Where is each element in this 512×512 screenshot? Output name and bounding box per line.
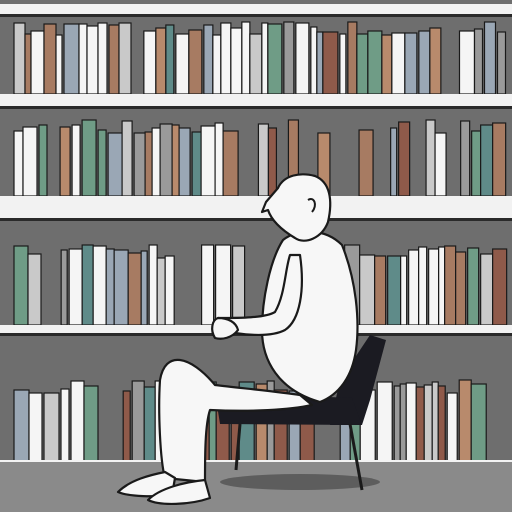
- book-spine-icon: [201, 126, 215, 196]
- book-spine-icon: [359, 130, 373, 196]
- book-spine-icon: [493, 123, 506, 196]
- book-spine-icon: [157, 258, 165, 325]
- book-spine-icon: [262, 23, 268, 94]
- book-spine-icon: [14, 131, 23, 196]
- book-spine-icon: [144, 31, 156, 94]
- book-spine-icon: [406, 383, 416, 462]
- book-spine-icon: [419, 31, 430, 94]
- book-spine-icon: [98, 130, 106, 196]
- book-spine-icon: [109, 25, 119, 94]
- book-spine-icon: [189, 30, 202, 94]
- book-spine-icon: [471, 384, 486, 462]
- book-spine-icon: [128, 253, 141, 325]
- book-spine-icon: [23, 127, 37, 196]
- chair-shadow: [220, 474, 380, 490]
- book-spine-icon: [460, 31, 475, 94]
- book-spine-icon: [481, 254, 493, 325]
- book-spine-icon: [179, 128, 190, 196]
- book-spine-icon: [82, 245, 93, 325]
- book-spine-icon: [475, 29, 483, 94]
- book-spine-icon: [69, 249, 82, 325]
- book-spine-icon: [106, 249, 114, 325]
- book-spine-icon: [122, 121, 132, 196]
- book-spine-icon: [368, 31, 382, 94]
- book-spine-icon: [223, 131, 238, 196]
- book-spine-icon: [498, 32, 506, 94]
- book-spine-icon: [25, 34, 31, 94]
- book-spine-icon: [44, 24, 56, 94]
- book-spine-icon: [231, 28, 242, 94]
- book-spine-icon: [114, 250, 128, 325]
- book-spine-icon: [221, 23, 231, 94]
- book-spine-icon: [84, 386, 98, 462]
- book-spine-icon: [416, 387, 424, 462]
- book-spine-icon: [14, 246, 28, 325]
- book-spine-icon: [360, 255, 375, 325]
- book-spine-icon: [430, 28, 441, 94]
- book-spine-icon: [87, 26, 98, 94]
- book-spine-icon: [123, 391, 130, 462]
- book-spine-icon: [382, 35, 392, 94]
- book-spine-icon: [149, 245, 157, 325]
- book-spine-icon: [145, 132, 152, 196]
- book-spine-icon: [56, 35, 62, 94]
- book-spine-icon: [268, 128, 276, 196]
- shelf-board: [0, 196, 512, 218]
- book-spine-icon: [399, 122, 410, 196]
- book-spine-icon: [419, 247, 427, 325]
- book-spine-icon: [166, 25, 174, 94]
- book-spine-icon: [64, 24, 79, 94]
- shelf-shadow: [0, 218, 512, 221]
- book-spine-icon: [176, 34, 189, 94]
- book-spine-icon: [447, 393, 457, 462]
- book-spine-icon: [388, 256, 401, 325]
- shelf-shadow: [0, 106, 512, 109]
- book-spine-icon: [439, 247, 445, 325]
- book-spine-icon: [160, 124, 172, 196]
- book-spine-icon: [323, 32, 338, 94]
- book-spine-icon: [445, 246, 456, 325]
- book-spine-icon: [192, 132, 201, 196]
- book-spine-icon: [377, 382, 392, 462]
- book-spine-icon: [134, 133, 145, 196]
- book-spine-icon: [152, 128, 160, 196]
- book-spine-icon: [394, 386, 400, 462]
- book-spine-icon: [233, 246, 245, 325]
- book-spine-icon: [31, 31, 44, 94]
- book-spine-icon: [481, 125, 493, 196]
- book-spine-icon: [472, 131, 481, 196]
- book-spine-icon: [493, 249, 507, 325]
- book-spine-icon: [250, 34, 262, 94]
- book-spine-icon: [61, 389, 69, 462]
- book-spine-icon: [284, 22, 294, 94]
- book-spine-icon: [61, 250, 67, 325]
- book-spine-icon: [202, 245, 214, 325]
- book-spine-icon: [485, 22, 496, 94]
- book-spine-icon: [317, 32, 323, 94]
- book-spine-icon: [60, 127, 70, 196]
- book-spine-icon: [391, 128, 397, 196]
- shelf-shadow: [0, 14, 512, 17]
- book-spine-icon: [82, 120, 96, 196]
- book-spine-icon: [213, 35, 221, 94]
- book-spine-icon: [71, 381, 84, 462]
- book-spine-icon: [132, 381, 144, 462]
- book-spine-icon: [375, 256, 386, 325]
- book-spine-icon: [141, 251, 147, 325]
- book-spine-icon: [14, 23, 25, 94]
- book-spine-icon: [432, 382, 438, 462]
- book-spine-icon: [29, 393, 42, 462]
- book-spine-icon: [144, 387, 155, 462]
- book-spine-icon: [461, 121, 470, 196]
- book-spine-icon: [401, 256, 407, 325]
- book-spine-icon: [456, 252, 466, 325]
- shelf-board: [0, 4, 512, 14]
- book-spine-icon: [28, 254, 41, 325]
- book-spine-icon: [468, 248, 479, 325]
- book-spine-icon: [268, 24, 282, 94]
- book-spine-icon: [435, 133, 446, 196]
- book-spine-icon: [39, 125, 47, 196]
- book-spine-icon: [340, 34, 346, 94]
- book-spine-icon: [14, 390, 29, 462]
- book-spine-icon: [392, 33, 405, 94]
- book-spine-icon: [72, 125, 80, 196]
- book-spine-icon: [459, 380, 471, 462]
- book-spine-icon: [438, 386, 445, 462]
- book-spine-icon: [204, 25, 213, 94]
- book-spine-icon: [108, 133, 122, 196]
- book-spine-icon: [44, 393, 59, 462]
- book-spine-icon: [311, 27, 317, 94]
- book-spine-icon: [172, 125, 179, 196]
- book-spine-icon: [79, 24, 87, 94]
- book-spine-icon: [98, 23, 107, 94]
- book-spine-icon: [409, 250, 419, 325]
- book-spine-icon: [429, 249, 439, 325]
- book-spine-icon: [215, 123, 223, 196]
- book-spine-icon: [242, 22, 250, 94]
- book-spine-icon: [156, 28, 166, 94]
- book-spine-icon: [400, 384, 406, 462]
- book-spine-icon: [405, 33, 417, 94]
- book-spine-icon: [296, 23, 309, 94]
- book-spine-icon: [216, 245, 231, 325]
- book-spine-icon: [426, 120, 435, 196]
- shelf-board: [0, 94, 512, 106]
- book-spine-icon: [93, 246, 106, 325]
- book-spine-icon: [165, 256, 174, 325]
- book-spine-icon: [357, 34, 368, 94]
- book-spine-icon: [119, 23, 131, 94]
- book-spine-icon: [348, 22, 357, 94]
- book-spine-icon: [258, 124, 268, 196]
- book-spine-icon: [424, 385, 432, 462]
